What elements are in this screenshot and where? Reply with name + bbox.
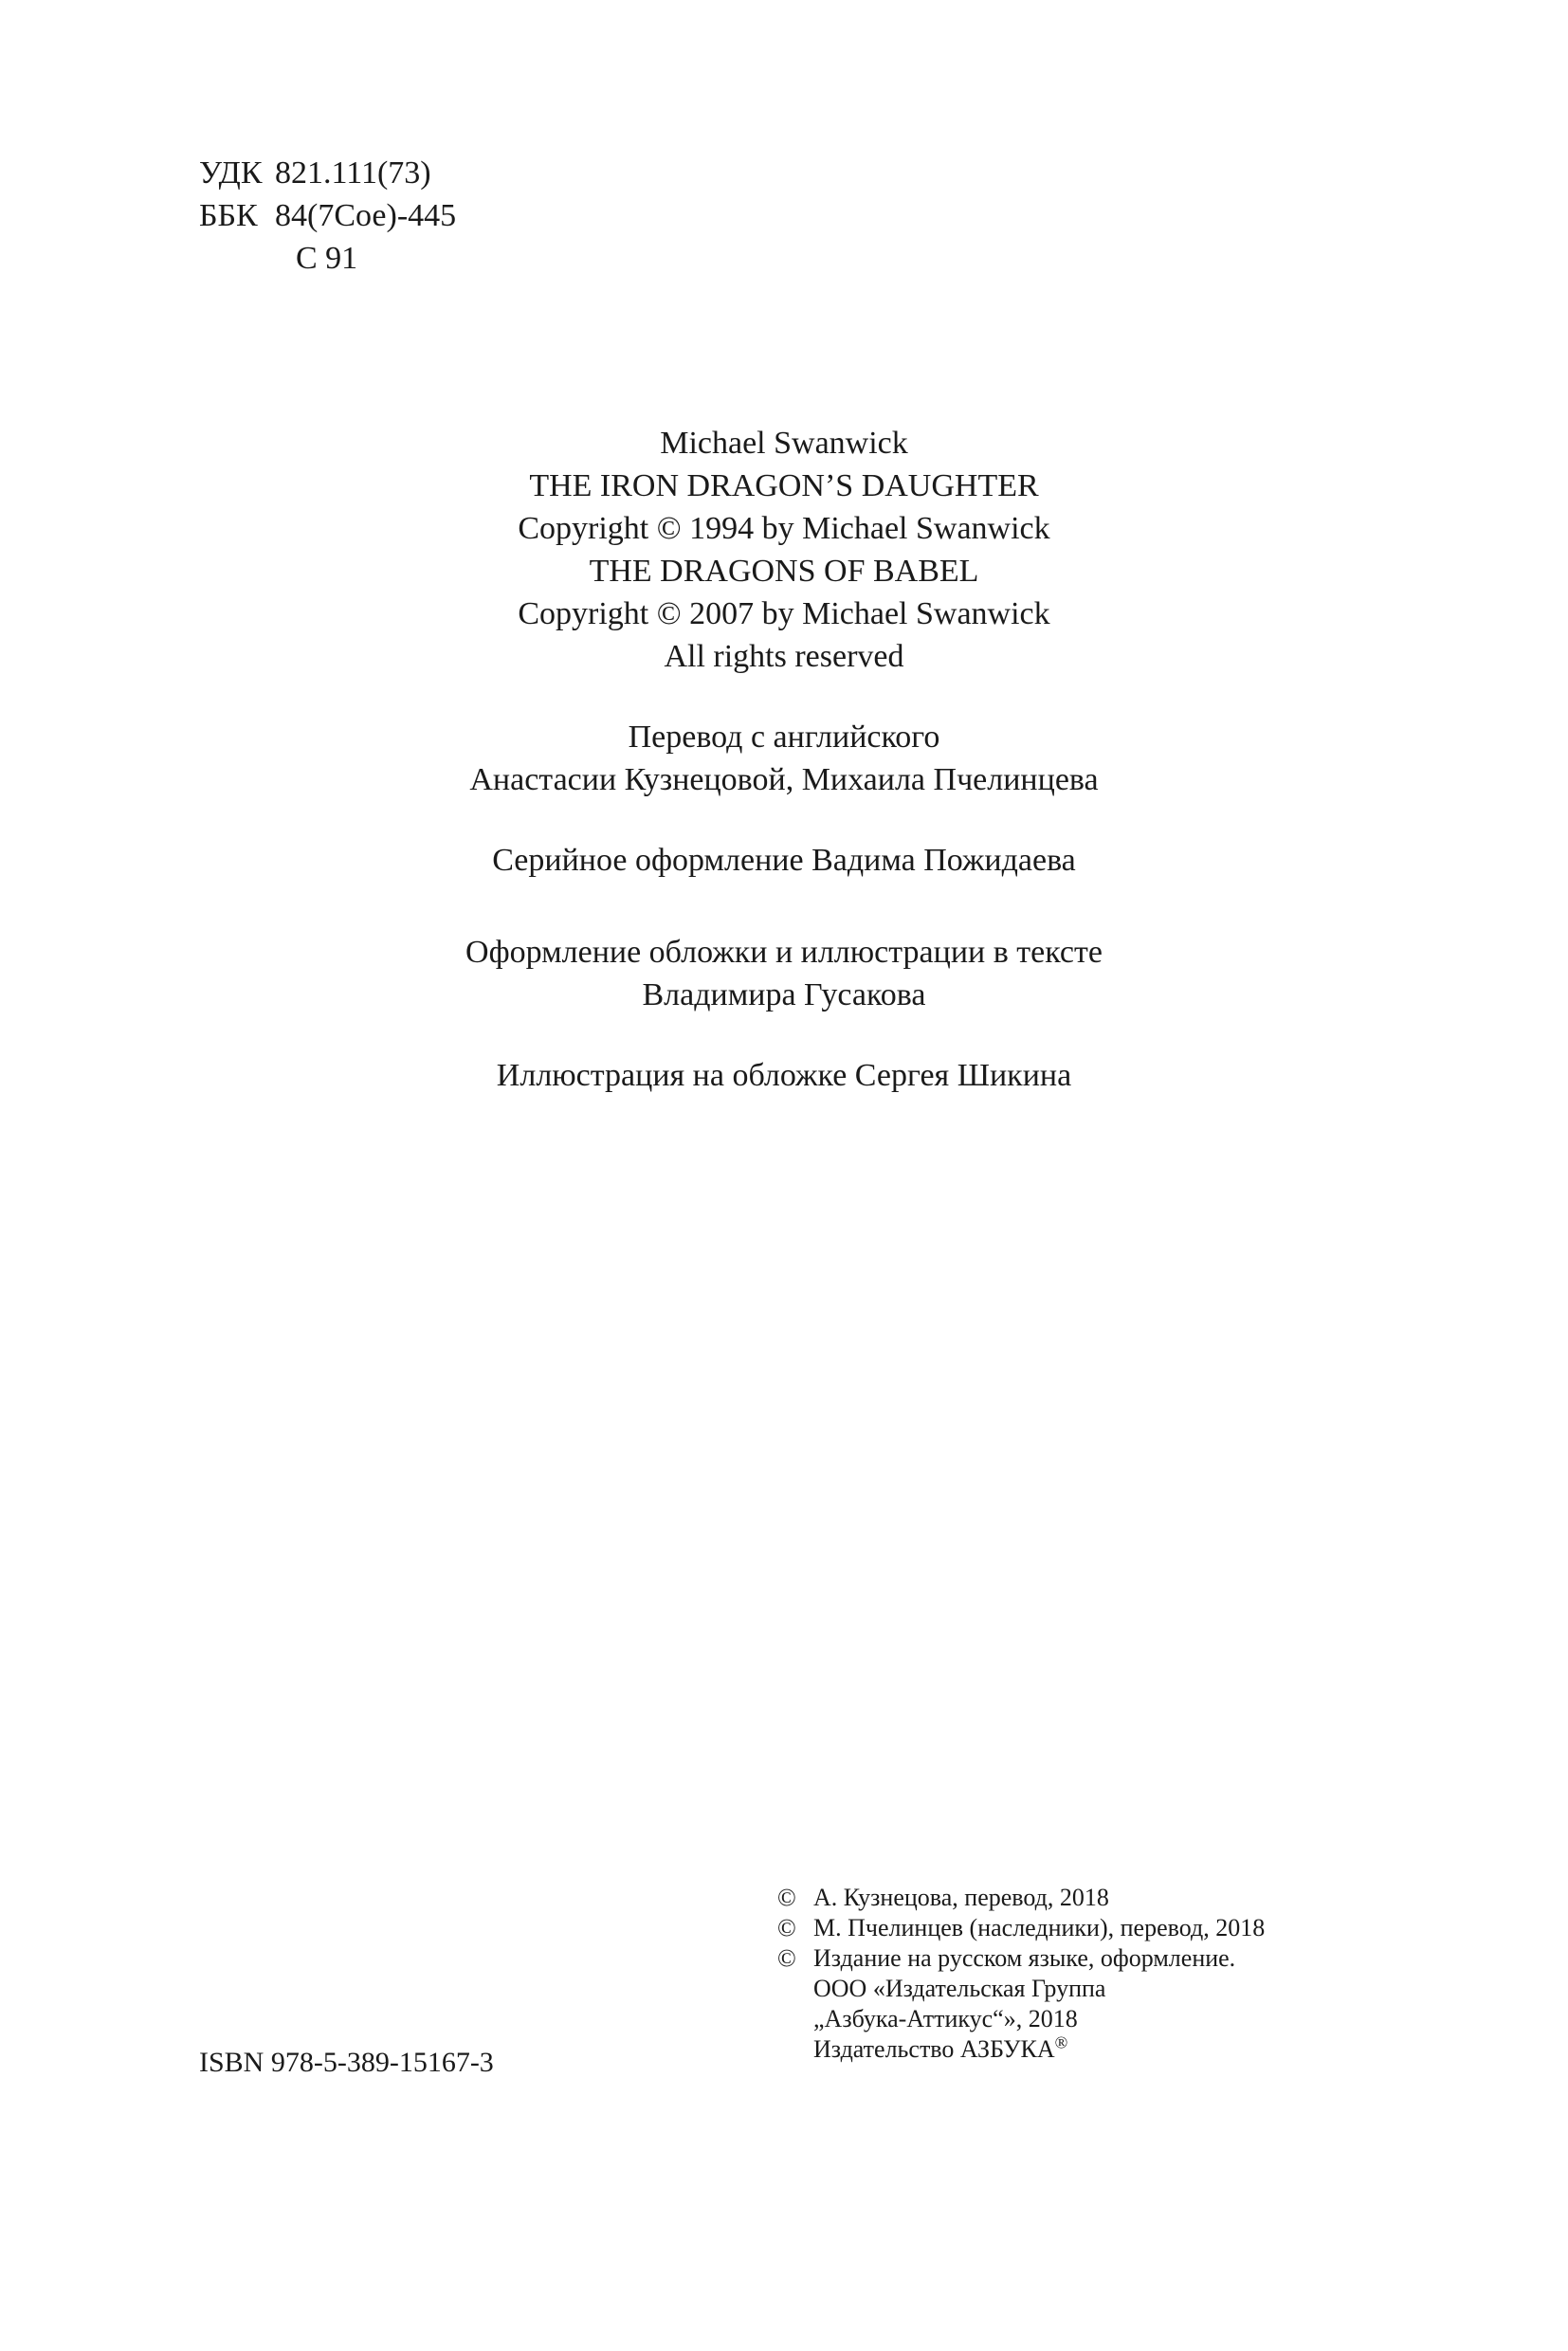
translation-line-1: Перевод с английского xyxy=(628,720,940,755)
isbn: ISBN 978-5-389-15167-3 xyxy=(199,2047,494,2078)
rights-reserved: All rights reserved xyxy=(664,639,904,674)
series-design-credit xyxy=(310,839,1258,882)
bbk-value: 84(7Сое)-445 xyxy=(275,198,457,233)
original-credits xyxy=(310,422,1258,678)
publisher-line xyxy=(777,2034,1265,2065)
udk-value: 821.111(73) xyxy=(275,155,431,191)
publisher-name: Издательство АЗБУКА xyxy=(813,2035,1055,2063)
registered-mark: ® xyxy=(1054,2032,1068,2052)
copyright-entry-edition xyxy=(777,1943,1265,1974)
series-design-line: Серийное оформление Вадима Пожидаева xyxy=(492,843,1076,878)
bbk-label: ББК xyxy=(199,198,258,233)
udk-label: УДК xyxy=(199,155,263,191)
copyright-notices xyxy=(777,1883,1265,2065)
classification-block xyxy=(199,152,456,280)
translation-line-2: Анастасии Кузнецовой, Михаила Пчелинцева xyxy=(469,762,1099,797)
udk-row xyxy=(199,152,456,194)
copyright-symbol: © xyxy=(777,1944,796,1972)
copyright-line-3-cont-2: „Азбука-Аттикус“», 2018 xyxy=(813,2005,1078,2032)
translation-credit xyxy=(310,716,1258,801)
author-mark: С 91 xyxy=(296,241,358,276)
copyright-entry-translation-1 xyxy=(777,1883,1265,1913)
cover-design-credit xyxy=(310,931,1258,1016)
copyright-line-3: Издание на русском языке, оформление. xyxy=(813,1944,1236,1972)
original-author: Michael Swanwick xyxy=(660,426,908,461)
cover-design-line-1: Оформление обложки и иллюстрации в тексте xyxy=(465,935,1103,970)
original-copyright-2: Copyright © 2007 by Michael Swanwick xyxy=(518,596,1050,631)
cover-design-line-2: Владимира Гусакова xyxy=(642,977,926,1012)
original-title-2: THE DRAGONS OF BABEL xyxy=(589,554,979,589)
original-title-1: THE IRON DRAGON’S DAUGHTER xyxy=(529,468,1039,503)
credits-block xyxy=(310,422,1258,1135)
copyright-line-1: А. Кузнецова, перевод, 2018 xyxy=(813,1884,1109,1911)
copyright-line-3-cont-1: ООО «Издательская Группа xyxy=(813,1975,1106,2002)
cover-illustration-credit xyxy=(310,1054,1258,1097)
copyright-symbol: © xyxy=(777,1884,796,1911)
cover-illustration-line: Иллюстрация на обложке Сергея Шикина xyxy=(496,1058,1072,1093)
bbk-row xyxy=(199,194,456,237)
copyright-symbol: © xyxy=(777,1914,796,1941)
copyright-line-2: М. Пчелинцев (наследники), перевод, 2018 xyxy=(813,1914,1266,1941)
copyright-entry-translation-2 xyxy=(777,1913,1265,1943)
original-copyright-1: Copyright © 1994 by Michael Swanwick xyxy=(518,511,1050,546)
